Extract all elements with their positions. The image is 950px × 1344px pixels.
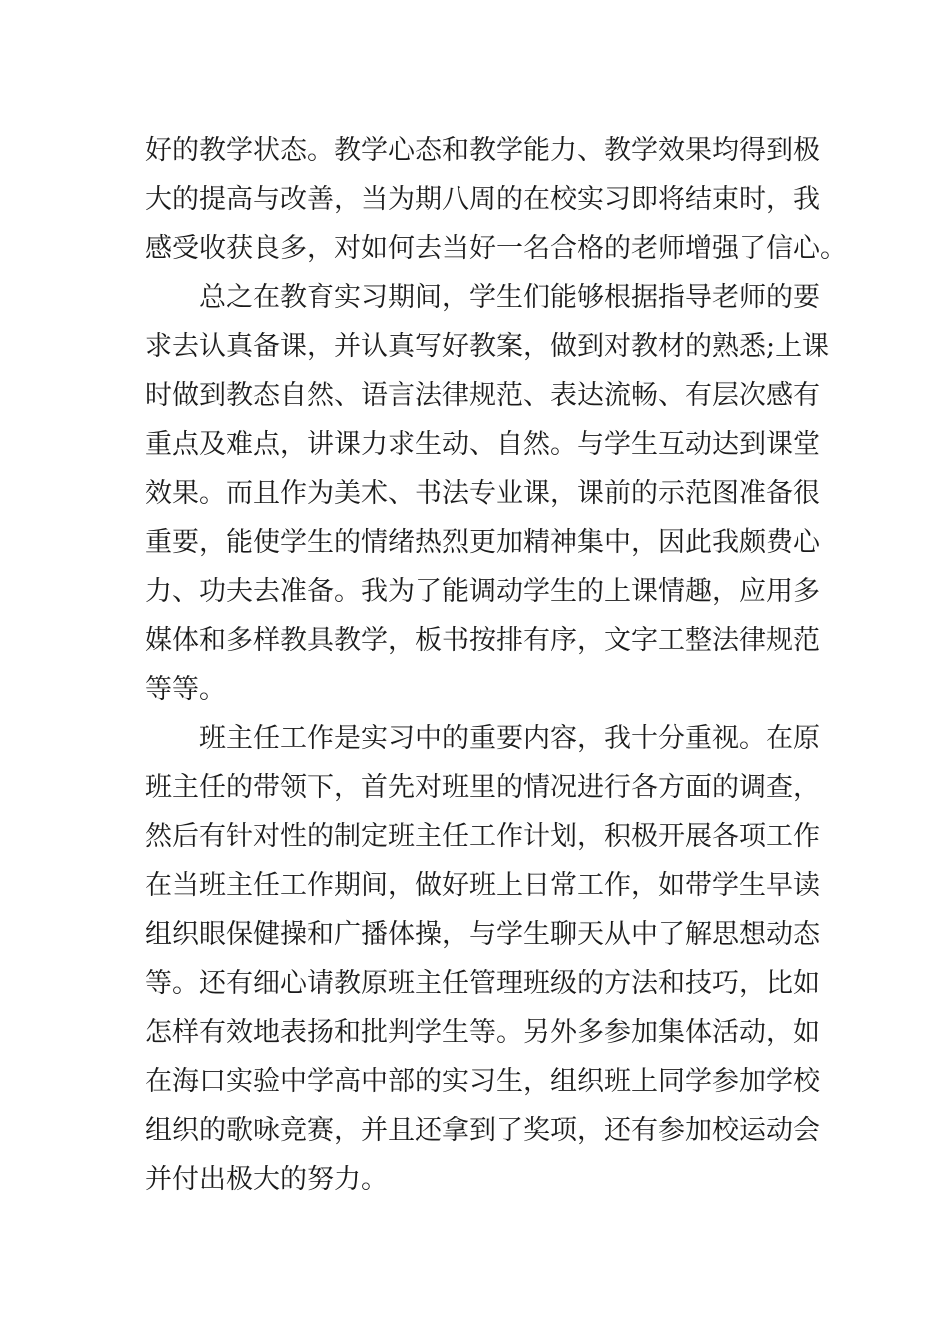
paragraph-3-line-9: 组织的歌咏竞赛，并且还拿到了奖项，还有参加校运动会 bbox=[145, 1115, 820, 1146]
paragraph-1-line-3: 感受收获良多，对如何去当好一名合格的老师增强了信心。 bbox=[145, 233, 847, 264]
paragraph-3-line-1: 班主任工作是实习中的重要内容，我十分重视。在原 bbox=[199, 723, 820, 754]
paragraph-3-line-10: 并付出极大的努力。 bbox=[145, 1164, 388, 1195]
paragraph-3-line-8: 在海口实验中学高中部的实习生，组织班上同学参加学校 bbox=[145, 1066, 820, 1097]
paragraph-1-line-1: 好的教学状态。教学心态和教学能力、教学效果均得到极 bbox=[145, 135, 820, 166]
paragraph-2-line-9: 等等。 bbox=[145, 674, 226, 705]
paragraph-2-line-3: 时做到教态自然、语言法律规范、表达流畅、有层次感有 bbox=[145, 380, 820, 411]
paragraph-3-line-7: 怎样有效地表扬和批判学生等。另外多参加集体活动，如 bbox=[145, 1017, 820, 1048]
paragraph-2-line-1: 总之在教育实习期间，学生们能够根据指导老师的要 bbox=[199, 282, 820, 313]
paragraph-3-line-2: 班主任的带领下，首先对班里的情况进行各方面的调查， bbox=[145, 772, 820, 803]
paragraph-3-line-4: 在当班主任工作期间，做好班上日常工作，如带学生早读 bbox=[145, 870, 820, 901]
paragraph-3-line-5: 组织眼保健操和广播体操，与学生聊天从中了解思想动态 bbox=[145, 919, 820, 950]
paragraph-2-line-2: 求去认真备课，并认真写好教案，做到对教材的熟悉;上课 bbox=[145, 331, 830, 362]
paragraph-2-line-6: 重要，能使学生的情绪热烈更加精神集中，因此我颇费心 bbox=[145, 527, 820, 558]
paragraph-2-line-7: 力、功夫去准备。我为了能调动学生的上课情趣，应用多 bbox=[145, 576, 820, 607]
paragraph-3-line-3: 然后有针对性的制定班主任工作计划，积极开展各项工作 bbox=[145, 821, 820, 852]
paragraph-1-line-2: 大的提高与改善，当为期八周的在校实习即将结束时，我 bbox=[145, 184, 820, 215]
paragraph-3-line-6: 等。还有细心请教原班主任管理班级的方法和技巧，比如 bbox=[145, 968, 820, 999]
paragraph-2-line-4: 重点及难点，讲课力求生动、自然。与学生互动达到课堂 bbox=[145, 429, 820, 460]
paragraph-2-line-5: 效果。而且作为美术、书法专业课，课前的示范图准备很 bbox=[145, 478, 820, 509]
paragraph-2-line-8: 媒体和多样教具教学，板书按排有序，文字工整法律规范 bbox=[145, 625, 820, 656]
document-body bbox=[145, 126, 847, 1204]
